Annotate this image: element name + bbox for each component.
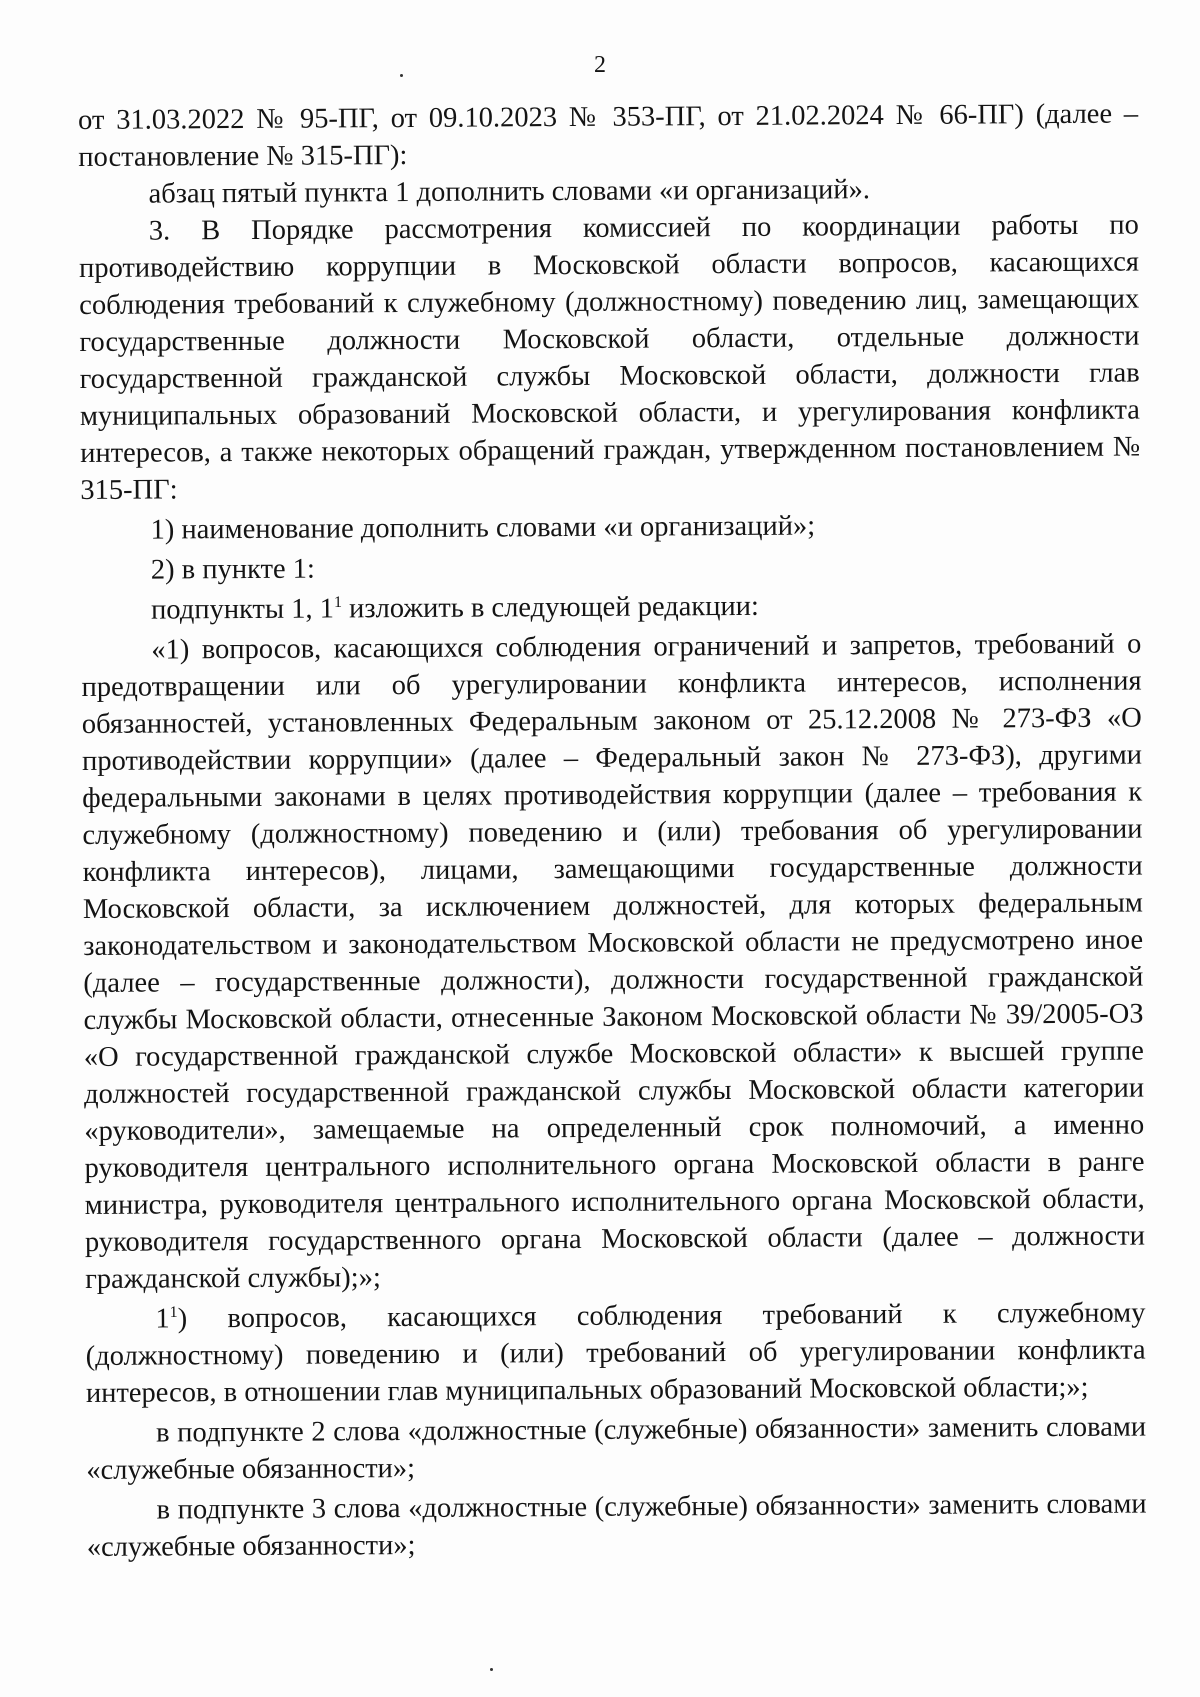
paragraph-subitem-2: 2) в пункте 1:	[150, 553, 316, 586]
text-segment: изложить в следующей редакции:	[341, 590, 759, 625]
paragraph-intro-continuation: от 31.03.2022 № 95-ПГ, от 09.10.2023 № 353-ПГ, от 21.02.2024 № 66-ПГ) (далее – постановление № 315-ПГ):	[78, 98, 1139, 173]
paragraph-subitem-1: 1) наименование дополнить словами «и организаций»;	[150, 510, 816, 546]
paragraph-subitem-3-replacement: в подпункте 3 слова «должностные (служебные) обязанности» заменить словами «служебные обязанности»;	[86, 1488, 1147, 1563]
paragraph-section-3: 3. В Порядке рассмотрения комиссией по координации работы по противодействию коррупции в Московской области вопросов, касающихся соблюдения требований к служебному (должностному) поведению лиц, замещающих государственные должности Московской области, отдельные должности государственной гражданской службы Московской области, должности глав муниципальных образований Московской области, и урегулирования конфликта интересов, а также некоторых обращений граждан, утвержденном постановлением № 315-ПГ:	[78, 209, 1141, 506]
document-body	[78, 96, 1147, 1566]
page-number: 2	[594, 52, 606, 78]
scan-speck	[490, 1668, 493, 1671]
text-segment: ) вопросов, касающихся соблюдения требований к служебному (должностному) поведению и (или) требований об урегулировании конфликта интересов, в отношении глав муниципальных образований Московской области;»;	[85, 1297, 1146, 1409]
text-segment: 1	[155, 1303, 170, 1335]
scan-speck	[400, 74, 403, 77]
paragraph-amendment-item-1: абзац пятый пункта 1 дополнить словами «и организаций».	[148, 174, 871, 210]
paragraph-new-subitem-1-1	[85, 1295, 1146, 1412]
superscript: 1	[333, 593, 343, 611]
text-segment: подпункты 1, 1	[151, 593, 335, 626]
paragraph-new-subitem-1: «1) вопросов, касающихся соблюдения ограничений и запретов, требований о предотвращении или об урегулировании конфликта интересов, исполнения обязанностей, установленных Федеральным законом от 25.12.2008 № 273-ФЗ «О противодействии коррупции» (далее – Федеральный закон № 273-ФЗ), другими федеральными законами в целях противодействия коррупции (далее – требования к служебному (должностному) поведению и (или) требования об урегулировании конфликта интересов), лицами, замещающими государственные должности Московской области, за исключением должностей, для которых федеральным законодательством и законодательством Московской области не предусмотрено иное (далее – государственные должности), должности государственной гражданской службы Московской области, отнесенные Законом Московской области № 39/2005-ОЗ «О государственной гражданской службе Московской области» к высшей группе должностей государственной гражданской службы Московской области категории «руководители», замещаемые на определенный срок полномочий, а именно руководителя центрального исполнительного органа Московской области в ранге министра, руководителя центрального исполнительного органа Московской области, руководителя государственного органа Московской области (далее – должности гражданской службы);»;	[81, 628, 1146, 1295]
paragraph-subitems-heading	[81, 586, 1141, 629]
superscript: 1	[169, 1303, 178, 1321]
paragraph-subitem-2-replacement: в подпункте 2 слова «должностные (служебные) обязанности» заменить словами «служебные обязанности»;	[86, 1411, 1147, 1486]
